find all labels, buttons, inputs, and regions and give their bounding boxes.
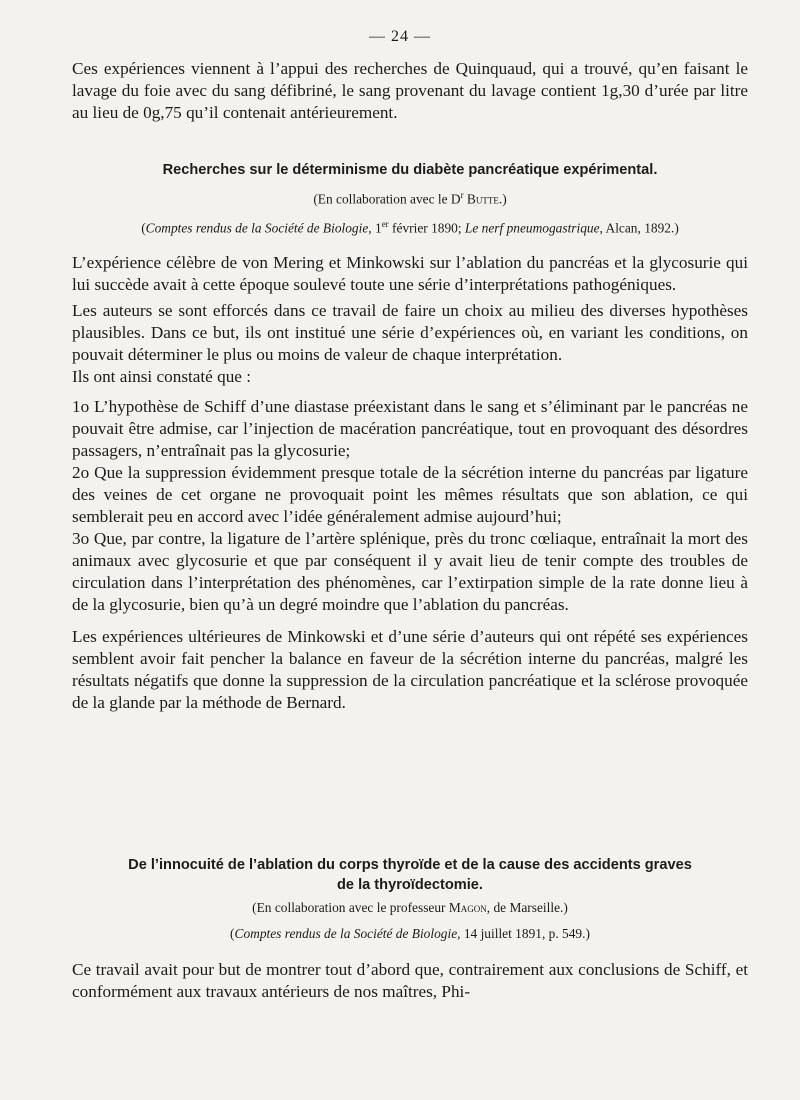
section-thyroide-reference	[72, 925, 748, 943]
body-paragraph: Les auteurs se sont efforcés dans ce travail de faire un choix au milieu des diverses hypothèses plausibles. Dans ce but, ils ont institué une série d’expériences où, en variant les conditions, on pouvait déterminer le plus ou moins de valeur de chaque interprétation.	[72, 300, 748, 364]
section-diabete-reference	[72, 215, 748, 237]
ref-open: (	[230, 926, 235, 941]
ref-book: Le nerf pneumogastrique,	[464, 220, 603, 236]
section-thyroide-title-line2: de la thyroïdectomie.	[337, 877, 483, 893]
section-diabete-collaboration	[72, 186, 748, 208]
collab-prefix: (En collaboration avec le D	[313, 191, 461, 207]
intro-paragraph-block	[72, 58, 748, 124]
collab-suffix: , de Marseille.)	[486, 900, 568, 915]
body-paragraph: Ils ont ainsi constaté que :	[72, 366, 252, 386]
ref-date-sup: er	[381, 219, 389, 230]
section-diabete-body	[72, 252, 748, 714]
ref-tail: Alcan, 1892.)	[602, 220, 679, 236]
ref-tail: 14 juillet 1891, p. 549.)	[460, 926, 590, 941]
section-thyroide-paragraph: Ce travail avait pour but de montrer tout d’abord que, contrairement aux conclusions de Schiff, et conformément aux travaux antérieurs de nos maîtres, Phi-	[72, 960, 748, 1001]
ref-date-post: février 1890;	[388, 220, 465, 236]
section-thyroide-title-line1: De l’innocuité de l’ablation du corps thyroïde et de la cause des accidents graves	[128, 857, 692, 873]
page-number: — 24 —	[369, 28, 431, 45]
section-thyroide	[72, 855, 748, 1003]
collab-sup: r	[460, 190, 464, 200]
body-paragraph: 3o Que, par contre, la ligature de l’artère splénique, près du tronc cœliaque, entraînait la mort des animaux avec glycosurie et que par conséquent il y avait lieu de tenir compte des troubles de circulation dans l’interprétation des phénomènes, car l’extirpation simple de la rate donne lieu à de la glycosurie, bien qu’à un degré moindre que l’ablation du pancréas.	[72, 528, 748, 614]
ref-open: (	[141, 220, 146, 236]
body-paragraph: Les expériences ultérieures de Minkowski et d’une série d’auteurs qui ont répété ses expériences semblent avoir fait pencher la balance en faveur de la sécrétion interne du pancréas, malgré les résultats négatifs que donne la suppression de la circulation pancréatique et la sclérose provoquée de la glande par la méthode de Bernard.	[72, 626, 748, 712]
body-paragraph: 1o L’hypothèse de Schiff d’une diastase préexistant dans le sang et s’éliminant par le pancréas ne pouvait être admise, car l’injection de macération pancréatique, tout en provoquant des désordres passagers, n’entraînait pas la glycosurie;	[72, 396, 748, 460]
collab-name: Butte	[466, 191, 499, 207]
collab-name: Magon	[448, 900, 487, 915]
section-diabete	[72, 160, 748, 714]
collab-prefix: (En collaboration avec le professeur	[252, 900, 449, 915]
body-paragraph: L’expérience célèbre de von Mering et Minkowski sur l’ablation du pancréas et la glycosurie qui lui succède avait à cette époque soulevé toute une série d’interprétations pathogéniques.	[72, 252, 748, 294]
ref-journal: Comptes rendus de la Société de Biologie,	[234, 926, 461, 941]
ref-date-pre: 1	[371, 220, 382, 236]
section-thyroide-collaboration	[72, 899, 748, 917]
ref-journal: Comptes rendus de la Société de Biologie,	[145, 220, 372, 236]
collab-suffix: .)	[498, 191, 507, 207]
body-paragraph: 2o Que la suppression évidemment presque totale de la sécrétion interne du pancréas par ligature des veines de cet organe ne provoquait point les mêmes résultats que son ablation, ce qui semblerait peu en accord avec l’idée généralement admise aujourd’hui;	[72, 462, 748, 526]
intro-paragraph: Ces expériences viennent à l’appui des recherches de Quinquaud, qui a trouvé, qu’en faisant le lavage du foie avec du sang défibriné, le sang provenant du lavage contient 1g,30 d’urée par litre au lieu de 0g,75 qu’il contenait antérieurement.	[72, 59, 748, 122]
section-diabete-title: Recherches sur le déterminisme du diabète pancréatique expérimental.	[162, 162, 658, 178]
